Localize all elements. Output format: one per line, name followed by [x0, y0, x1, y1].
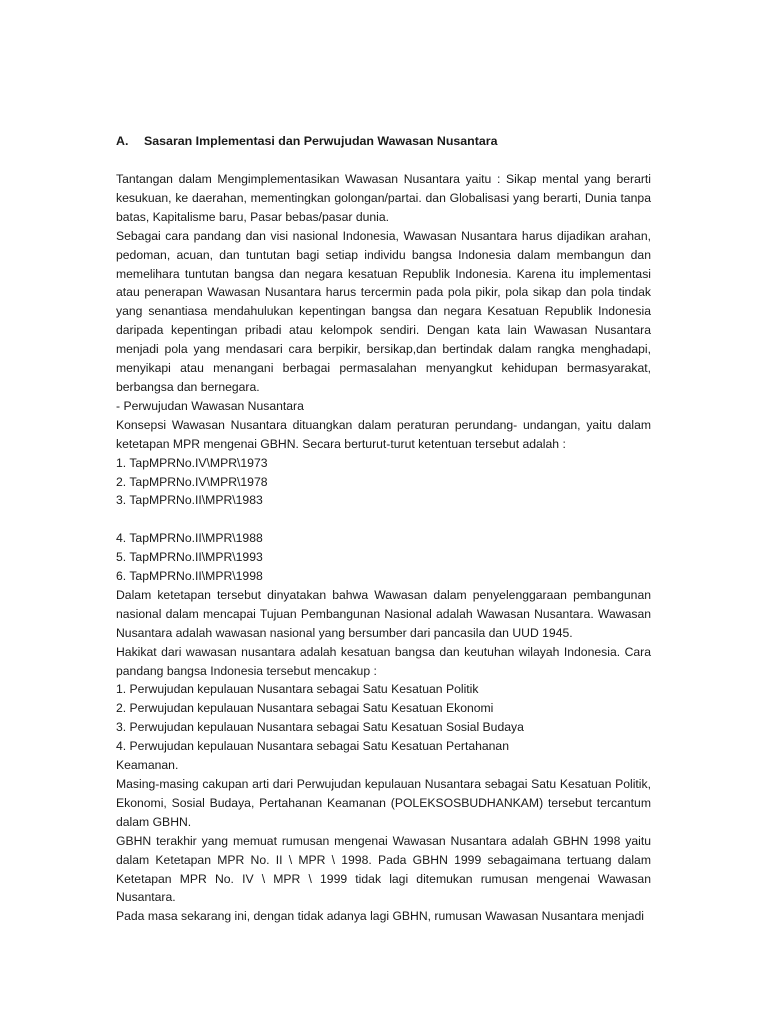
list-item: 3. TapMPRNo.II\MPR\1983: [116, 493, 263, 508]
blank-line: [116, 510, 651, 529]
list-item: 4. TapMPRNo.II\MPR\1988: [116, 531, 263, 546]
paragraph: Sebagai cara pandang dan visi nasional Indonesia, Wawasan Nusantara harus dijadikan arahan, pedoman, acuan, dan tuntutan bagi setiap individu bangsa Indonesia dalam membangun dan memelihara tuntutan bangsa dan negara kesatuan Republik Indonesia. Karena itu implementasi atau penerapan Wawasan Nusantara harus tercermin pada pola pikir, pola sikap dan pola tindak yang senantiasa mendahulukan kepentingan bangsa dan negara Kesatuan Republik Indonesia daripada kepentingan pribadi atau kelompok sendiri. Dengan kata lain Wawasan Nusantara menjadi pola yang mendasari cara berpikir, bersikap,dan bertindak dalam rangka menghadapi, menyikapi atau menangani berbagai permasalahan menyangkut kehidupan bermasyarakat, berbangsa dan bernegara.: [116, 228, 651, 394]
paragraph: Masing-masing cakupan arti dari Perwujudan kepulauan Nusantara sebagai Satu Kesatuan Politik, Ekonomi, Sosial Budaya, Pertahanan Keamanan (POLEKSOSBUDHANKAM) tersebut tercantum dalam GBHN.: [116, 776, 651, 829]
paragraph: Konsepsi Wawasan Nusantara dituangkan dalam peraturan perundang- undangan, yaitu dalam ketetapan MPR mengenai GBHN. Secara berturut-turut ketentuan tersebut adalah :: [116, 417, 651, 451]
list-item: 1. Perwujudan kepulauan Nusantara sebagai Satu Kesatuan Politik: [116, 682, 479, 697]
list-item: 3. Perwujudan kepulauan Nusantara sebagai Satu Kesatuan Sosial Budaya: [116, 720, 524, 735]
list-item: 6. TapMPRNo.II\MPR\1998: [116, 569, 263, 584]
paragraph: Keamanan.: [116, 758, 179, 773]
list-item: 4. Perwujudan kepulauan Nusantara sebagai Satu Kesatuan Pertahanan: [116, 739, 509, 754]
paragraph: Hakikat dari wawasan nusantara adalah kesatuan bangsa dan keutuhan wilayah Indonesia. Cara pandang bangsa Indonesia tersebut mencakup :: [116, 644, 651, 678]
section-number: A.: [116, 134, 129, 148]
document-body: [116, 170, 651, 926]
paragraph: Pada masa sekarang ini, dengan tidak adanya lagi GBHN, rumusan Wawasan Nusantara menjadi: [116, 909, 644, 924]
paragraph: Tantangan dalam Mengimplementasikan Wawasan Nusantara yaitu : Sikap mental yang berarti kesukuan, ke daerahan, mementingkan golongan/partai. dan Globalisasi yang berarti, Dunia tanpa batas, Kapitalisme baru, Pasar bebas/pasar dunia.: [116, 172, 651, 224]
list-item: 5. TapMPRNo.II\MPR\1993: [116, 550, 263, 565]
paragraph: Dalam ketetapan tersebut dinyatakan bahwa Wawasan dalam penyelenggaraan pembangunan nasional dalam mencapai Tujuan Pembangunan Nasional adalah Wawasan Nusantara. Wawasan Nusantara adalah wawasan nasional yang bersumber dari pancasila dan UUD 1945.: [116, 587, 651, 640]
list-item: 1. TapMPRNo.IV\MPR\1973: [116, 455, 268, 470]
list-item: 2. TapMPRNo.IV\MPR\1978: [116, 474, 268, 489]
section-heading: [116, 134, 497, 148]
paragraph: GBHN terakhir yang memuat rumusan mengenai Wawasan Nusantara adalah GBHN 1998 yaitu dalam Ketetapan MPR No. II \ MPR \ 1998. Pada GBHN 1999 sebagaimana tertuang dalam Ketetapan MPR No. IV \ MPR \ 1999 tidak lagi ditemukan rumusan mengenai Wawasan Nusantara.: [116, 833, 651, 905]
section-title: Sasaran Implementasi dan Perwujudan Wawasan Nusantara: [144, 134, 498, 148]
subheading: - Perwujudan Wawasan Nusantara: [116, 398, 304, 413]
list-item: 2. Perwujudan kepulauan Nusantara sebagai Satu Kesatuan Ekonomi: [116, 701, 494, 716]
